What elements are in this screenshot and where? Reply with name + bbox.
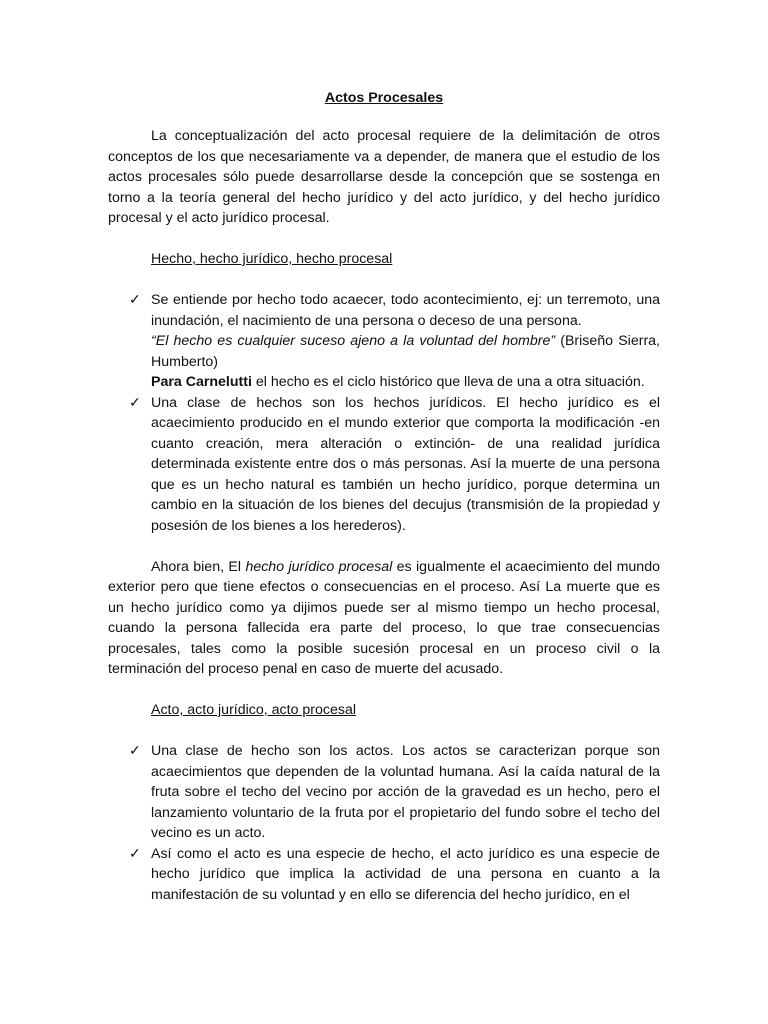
checkmark-icon: ✓ <box>129 845 141 862</box>
checkmark-icon: ✓ <box>129 743 141 759</box>
checkmark-icon: ✓ <box>129 394 141 411</box>
quote-text: “El hecho es cualquier suceso ajeno a la voluntad del hombre” <box>151 333 556 349</box>
hecho-procesal-paragraph: Ahora bien, El hecho jurídico procesal es igualmente el acaecimiento del mundo exterior pero que tiene efectos o consecuencias en el proceso. Así La muerte que es un hecho jurídico como ya dijimos puede ser al mismo tiempo un hecho procesal, cuando la persona fallecida era parte del proceso, lo que trae consecuencias procesales, tales como la posible sucesión procesal en un proceso civil o la terminación del proceso penal en caso de muerte del acusado. <box>108 558 660 677</box>
intro-paragraph: La conceptualización del acto procesal requiere de la delimitación de otros conceptos de los que necesariamente va a depender, de manera que el estudio de los actos procesales sólo puede desarrollarse desde la concepción que se sostenga en torno a la teoría general del hecho jurídico y del acto jurídico, y del hecho jurídico procesal y el acto jurídico procesal. <box>108 128 660 226</box>
carnelutti-line <box>151 372 660 393</box>
document-title: Actos Procesales <box>324 90 444 106</box>
list-item <box>108 741 660 844</box>
bullet-text: Se entiende por hecho todo acaecer, todo acontecimiento, ej: un terremoto, una inundación, el nacimiento de una persona o deceso de una persona. <box>151 292 660 329</box>
bullet-text: Así como el acto es una especie de hecho, el acto jurídico es una especie de hecho jurídico que implica la actividad de una persona en cuanto a la manifestación de su voluntad y en ello se diferencia del hecho jurídico, en el <box>151 845 660 903</box>
carnelutti-text: el hecho es el ciclo histórico que lleva de una a otra situación. <box>251 374 645 390</box>
bullet-list-hecho <box>108 290 660 536</box>
list-item <box>108 844 660 906</box>
bullet-text: Una clase de hechos son los hechos jurídicos. El hecho jurídico es el acaecimiento producido en el mundo exterior que comporta la modificación -en cuanto creación, mera alteración o extinción- de una realidad jurídica determinada existente entre dos o más personas. Así la muerte de una persona que es un hecho natural es también un hecho jurídico, porque determina un cambio en la situación de los bienes del decujus (transmisión de la propiedad y posesión de los bienes a los herederos). <box>151 394 660 534</box>
list-item <box>108 290 660 393</box>
section-heading-acto: Acto, acto jurídico, acto procesal <box>151 702 357 718</box>
section-heading-hecho: Hecho, hecho jurídico, hecho procesal <box>151 251 393 267</box>
bullet-text: Una clase de hecho son los actos. Los actos se caracterizan porque son acaecimientos que dependen de la voluntad humana. Así la caída natural de la fruta sobre el techo del vecino por acción de la gravedad es un hecho, pero el lanzamiento voluntario de la fruta por el propietario del fundo sobre el techo del vecino es un acto. <box>151 743 660 841</box>
quote-line <box>151 331 660 372</box>
bullet-list-acto <box>108 741 660 905</box>
checkmark-icon: ✓ <box>129 292 141 308</box>
carnelutti-label: Para Carnelutti <box>151 374 252 390</box>
list-item <box>108 393 660 537</box>
quote-source: (Briseño Sierra, Humberto) <box>151 333 660 370</box>
